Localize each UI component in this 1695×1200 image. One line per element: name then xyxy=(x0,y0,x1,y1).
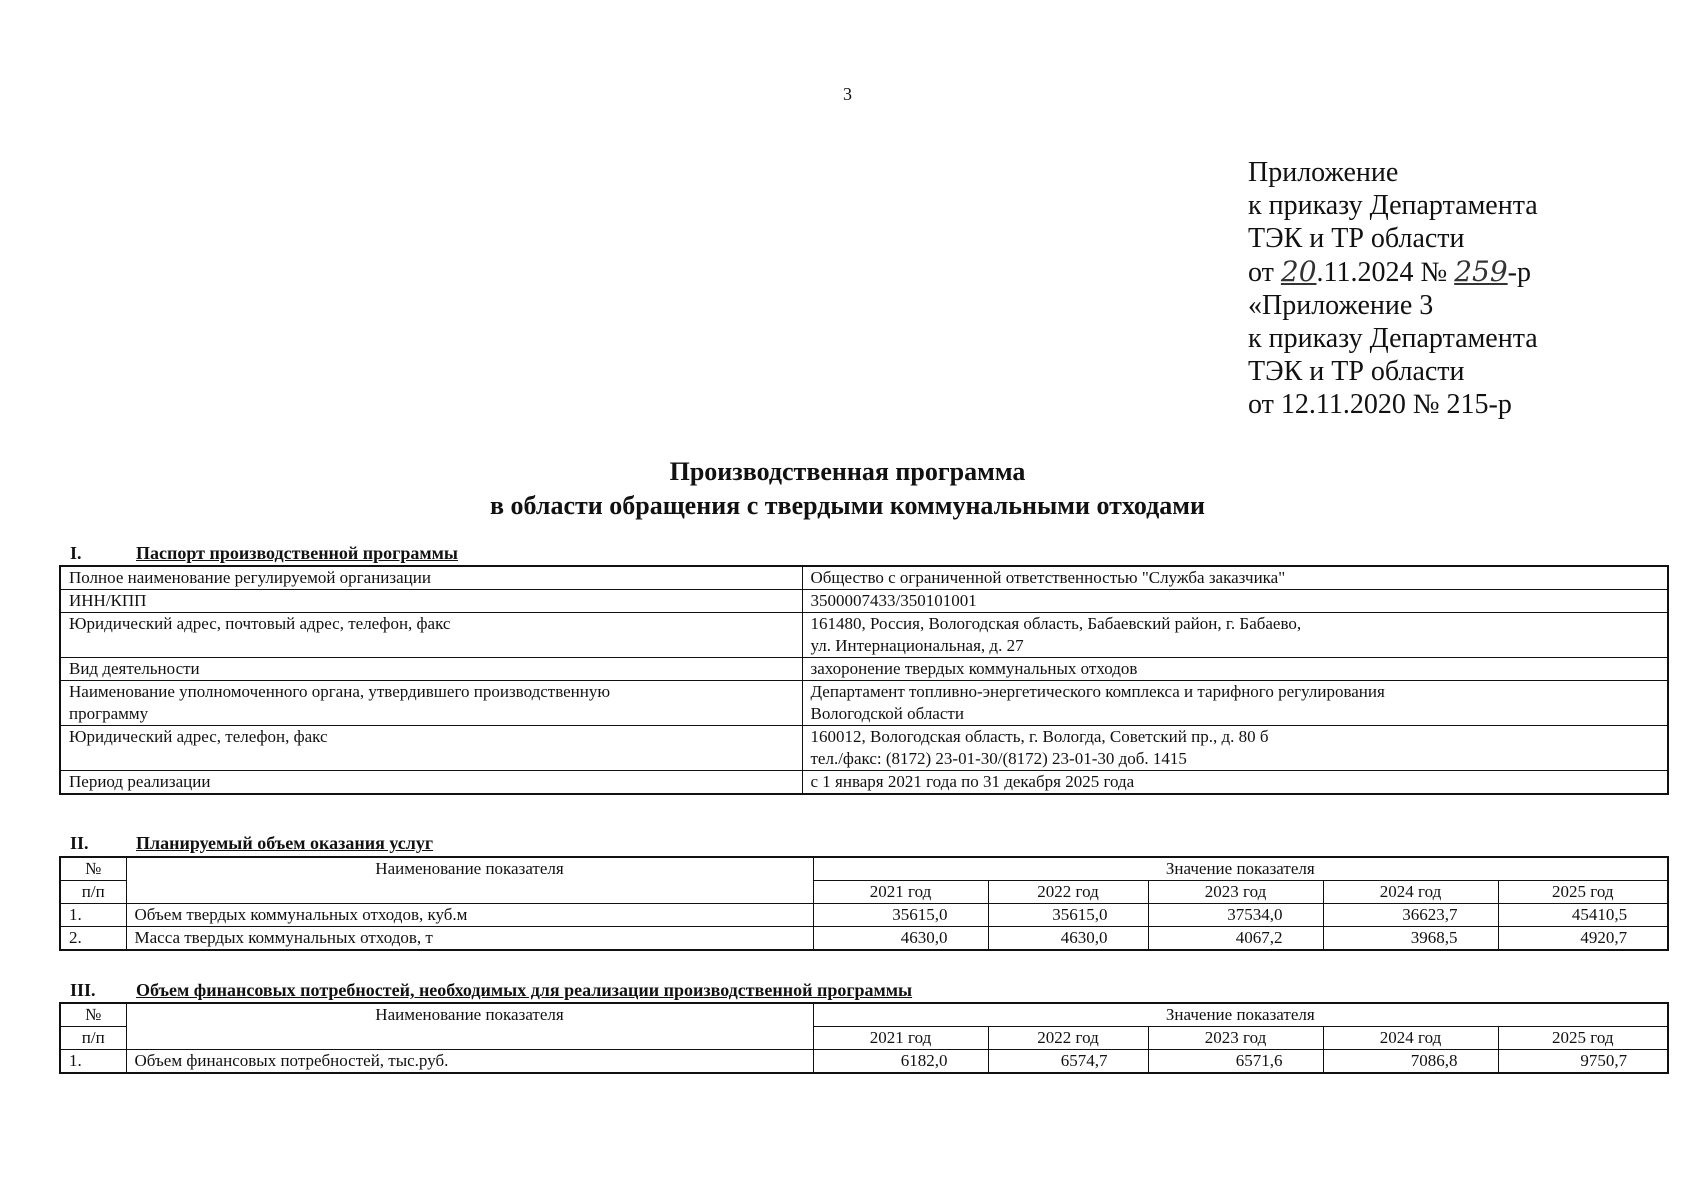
row-number: 2. xyxy=(60,927,126,951)
passport-table xyxy=(59,565,1669,795)
row-value: 45410,5 xyxy=(1498,904,1668,927)
passport-value xyxy=(802,681,1668,726)
approval-date-line xyxy=(1248,255,1538,289)
passport-value xyxy=(802,726,1668,771)
value-line: Департамент топливно-энергетического комплекса и тарифного регулирования xyxy=(810,682,1385,701)
passport-label: Вид деятельности xyxy=(60,658,802,681)
col-header-name: Наименование показателя xyxy=(126,1003,813,1050)
year-header: 2021 год xyxy=(813,1027,988,1050)
value-line: 161480, Россия, Вологодская область, Бабаевский район, г. Бабаево, xyxy=(810,614,1302,633)
value-line: ул. Интернациональная, д. 27 xyxy=(810,636,1024,655)
passport-label: ИНН/КПП xyxy=(60,590,802,613)
year-header: 2024 год xyxy=(1323,1027,1498,1050)
section-title: Объем финансовых потребностей, необходимых для реализации производственной программы xyxy=(136,980,913,1000)
year-header: 2022 год xyxy=(988,881,1148,904)
row-value: 4920,7 xyxy=(1498,927,1668,951)
row-value: 6571,6 xyxy=(1148,1050,1323,1074)
section-heading-volume xyxy=(70,833,433,854)
row-value: 35615,0 xyxy=(813,904,988,927)
approval-line: от 12.11.2020 № 215-р xyxy=(1248,389,1512,420)
title-line: в области обращения с твердыми коммунальными отходами xyxy=(489,491,1205,520)
passport-value: 3500007433/350101001 xyxy=(802,590,1668,613)
year-header: 2024 год xyxy=(1323,881,1498,904)
row-value: 37534,0 xyxy=(1148,904,1323,927)
passport-value xyxy=(802,613,1668,658)
row-value: 4630,0 xyxy=(988,927,1148,951)
col-header-num-sub: п/п xyxy=(60,881,126,904)
col-header-num: № xyxy=(60,857,126,881)
year-header: 2023 год xyxy=(1148,1027,1323,1050)
order-suffix: -р xyxy=(1507,257,1531,288)
header-row xyxy=(60,857,1668,881)
volume-table xyxy=(59,856,1669,951)
year-header: 2025 год xyxy=(1498,881,1668,904)
section-number: I. xyxy=(70,543,82,563)
row-value: 3968,5 xyxy=(1323,927,1498,951)
passport-value: захоронение твердых коммунальных отходов xyxy=(802,658,1668,681)
page-number: 3 xyxy=(843,84,852,104)
table-row xyxy=(60,904,1668,927)
table-row xyxy=(60,927,1668,951)
section-number: III. xyxy=(70,980,96,1000)
section-title: Планируемый объем оказания услуг xyxy=(136,833,434,853)
row-value: 9750,7 xyxy=(1498,1050,1668,1074)
passport-label: Юридический адрес, почтовый адрес, телефон, факс xyxy=(60,613,802,658)
table-row xyxy=(60,566,1668,590)
value-line: тел./факс: (8172) 23-01-30/(8172) 23-01-30 доб. 1415 xyxy=(810,749,1187,768)
row-name: Масса твердых коммунальных отходов, т xyxy=(126,927,813,951)
passport-label: Юридический адрес, телефон, факс xyxy=(60,726,802,771)
approval-block xyxy=(1248,156,1538,421)
table-row xyxy=(60,681,1668,726)
section-heading-passport xyxy=(70,543,458,564)
col-header-value: Значение показателя xyxy=(813,1003,1668,1027)
col-header-value: Значение показателя xyxy=(813,857,1668,881)
date-prefix: от xyxy=(1248,257,1274,288)
table-row xyxy=(60,726,1668,771)
approval-line: к приказу Департамента xyxy=(1248,190,1538,221)
table-row xyxy=(60,613,1668,658)
year-header: 2023 год xyxy=(1148,881,1323,904)
row-value: 6574,7 xyxy=(988,1050,1148,1074)
row-value: 7086,8 xyxy=(1323,1050,1498,1074)
row-name: Объем твердых коммунальных отходов, куб.м xyxy=(126,904,813,927)
row-value: 6182,0 xyxy=(813,1050,988,1074)
row-value: 4067,2 xyxy=(1148,927,1323,951)
year-header: 2025 год xyxy=(1498,1027,1668,1050)
col-header-num-sub: п/п xyxy=(60,1027,126,1050)
section-title: Паспорт производственной программы xyxy=(136,543,458,563)
label-line: Наименование уполномоченного органа, утвердившего производственную xyxy=(69,682,611,701)
title-line: Производственная программа xyxy=(669,457,1026,486)
document-title xyxy=(0,455,1695,523)
table-row xyxy=(60,1050,1668,1074)
approval-line: Приложение xyxy=(1248,157,1399,188)
passport-label xyxy=(60,681,802,726)
approval-line: ТЭК и ТР области xyxy=(1248,223,1465,254)
header-row xyxy=(60,1003,1668,1027)
table-row xyxy=(60,590,1668,613)
finance-table xyxy=(59,1002,1669,1074)
section-heading-finance xyxy=(70,980,912,1001)
table-row xyxy=(60,658,1668,681)
passport-label: Полное наименование регулируемой организации xyxy=(60,566,802,590)
passport-value: с 1 января 2021 года по 31 декабря 2025 года xyxy=(802,771,1668,795)
row-value: 35615,0 xyxy=(988,904,1148,927)
row-number: 1. xyxy=(60,904,126,927)
label-line: программу xyxy=(69,704,149,723)
approval-line: «Приложение 3 xyxy=(1248,290,1434,321)
value-line: 160012, Вологодская область, г. Вологда, Советский пр., д. 80 б xyxy=(810,727,1269,746)
passport-label: Период реализации xyxy=(60,771,802,795)
row-value: 4630,0 xyxy=(813,927,988,951)
approval-line: к приказу Департамента xyxy=(1248,323,1538,354)
table-row xyxy=(60,771,1668,795)
year-header: 2021 год xyxy=(813,881,988,904)
date-rest: .11.2024 № xyxy=(1316,257,1448,288)
section-number: II. xyxy=(70,833,89,853)
value-line: Вологодской области xyxy=(810,704,964,723)
col-header-num: № xyxy=(60,1003,126,1027)
passport-value: Общество с ограниченной ответственностью "Служба заказчика" xyxy=(802,566,1668,590)
row-number: 1. xyxy=(60,1050,126,1074)
year-header: 2022 год xyxy=(988,1027,1148,1050)
row-value: 36623,7 xyxy=(1323,904,1498,927)
row-name: Объем финансовых потребностей, тыс.руб. xyxy=(126,1050,813,1074)
handwritten-day: 20 xyxy=(1280,255,1317,288)
col-header-name: Наименование показателя xyxy=(126,857,813,904)
handwritten-order-number: 259 xyxy=(1454,255,1508,288)
approval-line: ТЭК и ТР области xyxy=(1248,356,1465,387)
